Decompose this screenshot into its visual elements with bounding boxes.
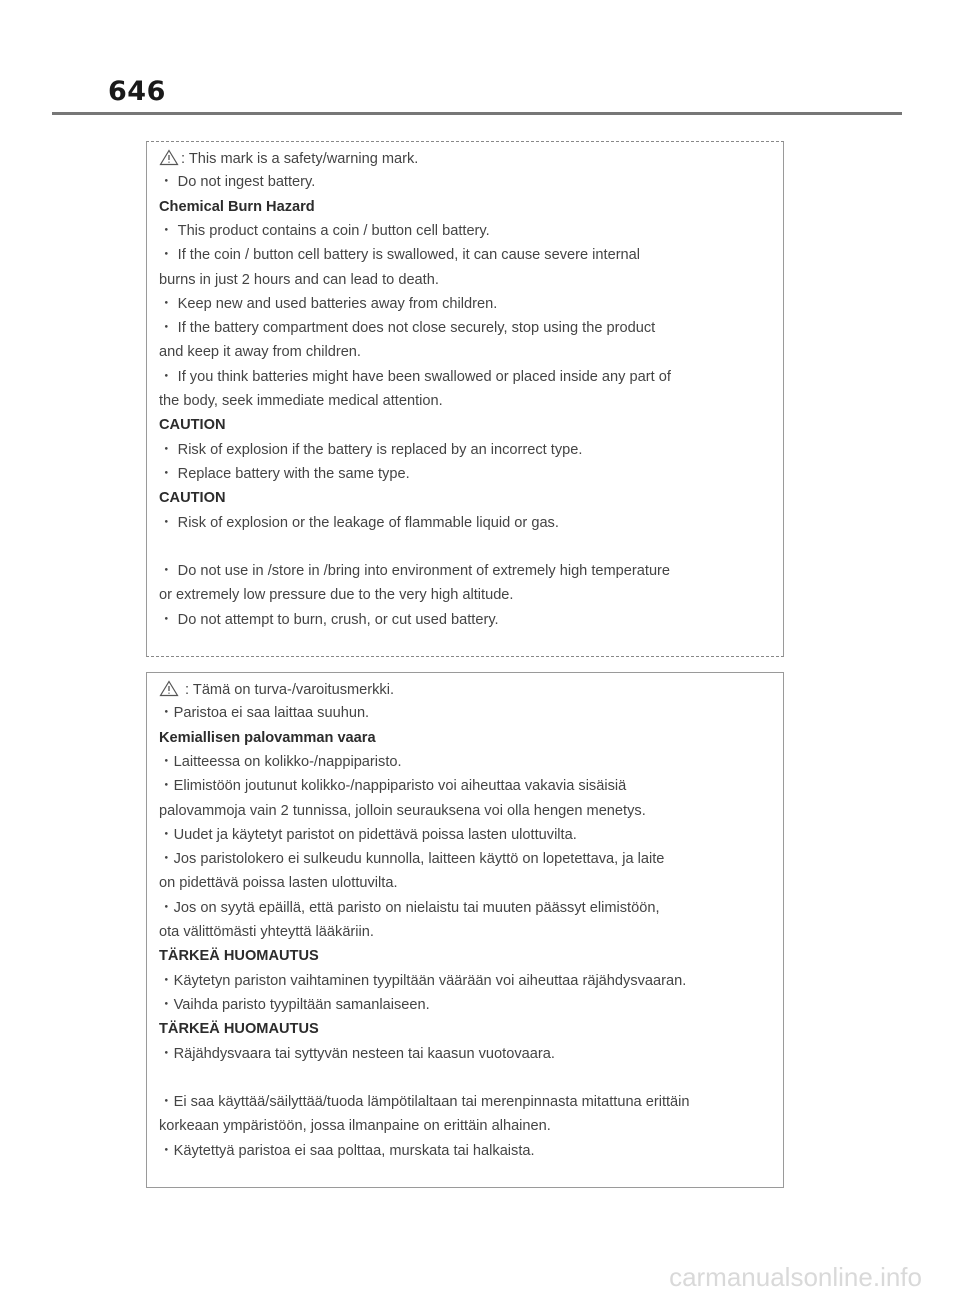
- line-text: korkeaan ympäristöön, jossa ilmanpaine on erittäin alhainen.: [159, 1118, 551, 1135]
- notice-line: [159, 295, 497, 313]
- line-text: on pidettävä poissa lasten ulottuvilta.: [159, 875, 398, 892]
- line-text: TÄRKEÄ HUOMAUTUS: [159, 1021, 319, 1038]
- line-text: ・ If you think batteries might have been swallowed or placed inside any part of: [159, 368, 671, 385]
- line-text: the body, seek immediate medical attention.: [159, 393, 443, 409]
- section-heading: [159, 729, 376, 747]
- line-text: CAUTION: [159, 490, 226, 507]
- section-heading: [159, 489, 225, 507]
- line-text: ・Räjähdysvaara tai syttyvän nesteen tai kaasun vuotovaara.: [159, 1045, 555, 1062]
- line-text: ・Käytetyn pariston vaihtaminen tyypiltään väärään voi aiheuttaa räjähdysvaaran.: [159, 972, 687, 989]
- notice-line: [159, 246, 640, 264]
- notice-line: [159, 802, 646, 820]
- line-text: ・ If the battery compartment does not close securely, stop using the product: [159, 320, 656, 337]
- notice-line: [159, 874, 398, 892]
- line-text: ・ Do not attempt to burn, crush, or cut used battery.: [159, 611, 499, 628]
- notice-line: [159, 1117, 551, 1135]
- section-heading: [159, 416, 225, 434]
- notice-line: [159, 368, 671, 386]
- line-text: : This mark is a safety/warning mark.: [181, 151, 419, 167]
- notice-line: [159, 923, 374, 941]
- page-number: 646: [108, 76, 166, 107]
- notice-line: [159, 343, 361, 361]
- section-heading: [159, 198, 315, 216]
- line-text: ・Vaihda paristo tyypiltään samanlaiseen.: [159, 996, 430, 1013]
- line-text: and keep it away from children.: [159, 344, 361, 361]
- line-text: ・Jos paristolokero ei sulkeudu kunnolla, laitteen käyttö on lopetettava, ja laite: [159, 851, 665, 868]
- line-text: ・ Keep new and used batteries away from children.: [159, 295, 498, 312]
- line-text: ・Jos on syytä epäillä, että paristo on nielaistu tai muuten päässyt elimistöön,: [159, 899, 660, 916]
- line-text: TÄRKEÄ HUOMAUTUS: [159, 948, 319, 965]
- section-heading: [159, 1020, 319, 1038]
- notice-line: [159, 149, 418, 168]
- line-text: ・Paristoa ei saa laittaa suuhun.: [159, 705, 370, 722]
- notice-line: [159, 562, 670, 580]
- line-text: ・Elimistöön joutunut kolikko-/nappiparisto voi aiheuttaa vakavia sisäisiä: [159, 778, 627, 795]
- line-text: palovammoja vain 2 tunnissa, jolloin seurauksena voi olla hengen menetys.: [159, 802, 646, 819]
- line-text: ota välittömästi yhteyttä lääkäriin.: [159, 924, 374, 940]
- notice-line: [159, 319, 655, 337]
- notice-line: [159, 777, 626, 795]
- line-text: ・ Risk of explosion if the battery is replaced by an incorrect type.: [159, 441, 583, 458]
- warning-triangle-icon: [159, 680, 179, 697]
- line-text: ・Ei saa käyttää/säilyttää/tuoda lämpötilaltaan tai merenpinnasta mitattuna erittäin: [159, 1094, 690, 1111]
- section-heading: [159, 947, 319, 965]
- line-text: or extremely low pressure due to the very high altitude.: [159, 587, 514, 604]
- warning-triangle-icon: [159, 149, 179, 166]
- line-text: ・ If the coin / button cell battery is swallowed, it can cause severe internal: [159, 247, 641, 264]
- notice-line: [159, 222, 490, 240]
- line-text: CAUTION: [159, 417, 226, 434]
- notice-line: [159, 465, 410, 483]
- line-text: ・Käytettyä paristoa ei saa polttaa, murskata tai halkaista.: [159, 1142, 535, 1159]
- line-text: ・Laitteessa on kolikko-/nappiparisto.: [159, 753, 402, 770]
- line-text: ・ Replace battery with the same type.: [159, 465, 410, 482]
- notice-line: [159, 173, 315, 191]
- line-text: ・Uudet ja käytetyt paristot on pidettävä poissa lasten ulottuvilta.: [159, 826, 577, 843]
- line-text: Chemical Burn Hazard: [159, 198, 315, 215]
- notice-line: [159, 1093, 690, 1111]
- line-text: : Tämä on turva-/varoitusmerkki.: [181, 682, 395, 698]
- finnish-warning-box: [146, 672, 784, 1188]
- notice-line: [159, 1142, 535, 1160]
- notice-line: [159, 514, 559, 532]
- notice-line: [159, 899, 660, 917]
- line-text: ・ Risk of explosion or the leakage of flammable liquid or gas.: [159, 514, 559, 531]
- notice-line: [159, 850, 664, 868]
- site-watermark: carmanualsonline.info: [669, 1262, 922, 1292]
- english-warning-box: [146, 141, 784, 657]
- notice-line: [159, 704, 369, 722]
- notice-line: [159, 753, 402, 771]
- notice-line: [159, 441, 582, 459]
- line-text: burns in just 2 hours and can lead to death.: [159, 271, 439, 288]
- notice-line: [159, 271, 439, 289]
- line-text: Kemiallisen palovamman vaara: [159, 729, 376, 746]
- notice-line: [159, 680, 394, 699]
- line-text: ・ This product contains a coin / button cell battery.: [159, 222, 490, 239]
- notice-line: [159, 972, 686, 990]
- line-text: ・ Do not ingest battery.: [159, 174, 316, 191]
- notice-line: [159, 611, 499, 629]
- header-rule: [52, 112, 902, 115]
- notice-line: [159, 826, 577, 844]
- notice-line: [159, 996, 430, 1014]
- line-text: ・ Do not use in /store in /bring into environment of extremely high temperature: [159, 563, 671, 580]
- notice-line: [159, 586, 513, 604]
- notice-line: [159, 1045, 555, 1063]
- notice-line: [159, 392, 443, 410]
